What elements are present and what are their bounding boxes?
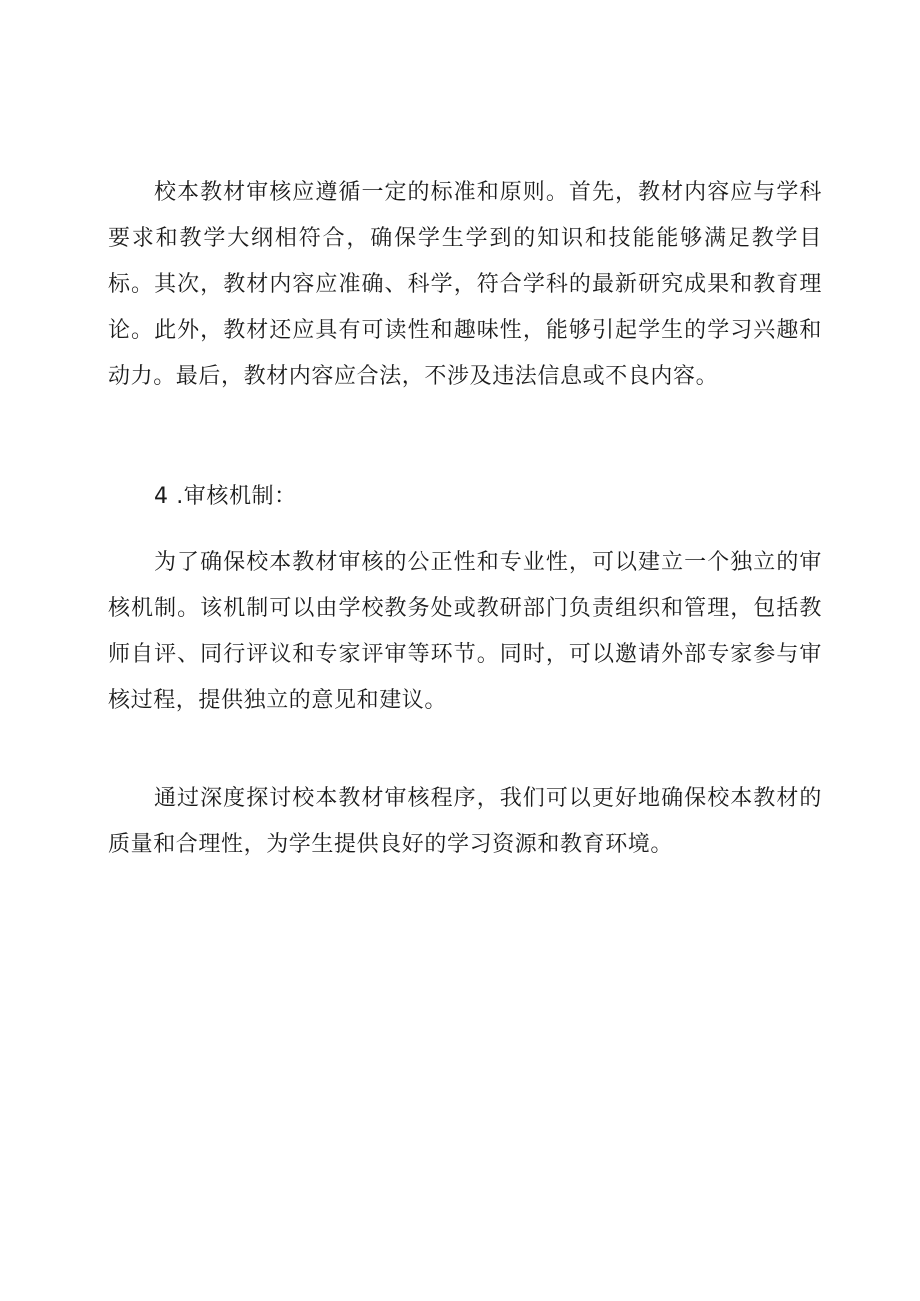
paragraph-conclusion: 通过深度探讨校本教材审核程序，我们可以更好地确保校本教材的质量和合理性，为学生提供良好的学习资源和教育环境。 [108, 786, 822, 857]
paragraph-review-mechanism: 为了确保校本教材审核的公正性和专业性，可以建立一个独立的审核机制。该机制可以由学校教务处或教研部门负责组织和管理，包括教师自评、同行评议和专家评审等环节。同时，可以邀请外部专家参与审核过程，提供独立的意见和建议。 [108, 550, 822, 713]
paragraph-review-standards: 校本教材审核应遵循一定的标准和原则。首先，教材内容应与学科要求和教学大纲相符合，确保学生学到的知识和技能能够满足教学目标。其次，教材内容应准确、科学，符合学科的最新研究成果和教育理论。此外，教材还应具有可读性和趣味性，能够引起学生的学习兴趣和动力。最后，教材内容应合法，不涉及违法信息或不良内容。 [108, 180, 822, 389]
section-heading-review-mechanism: 4 .审核机制： [154, 484, 297, 509]
